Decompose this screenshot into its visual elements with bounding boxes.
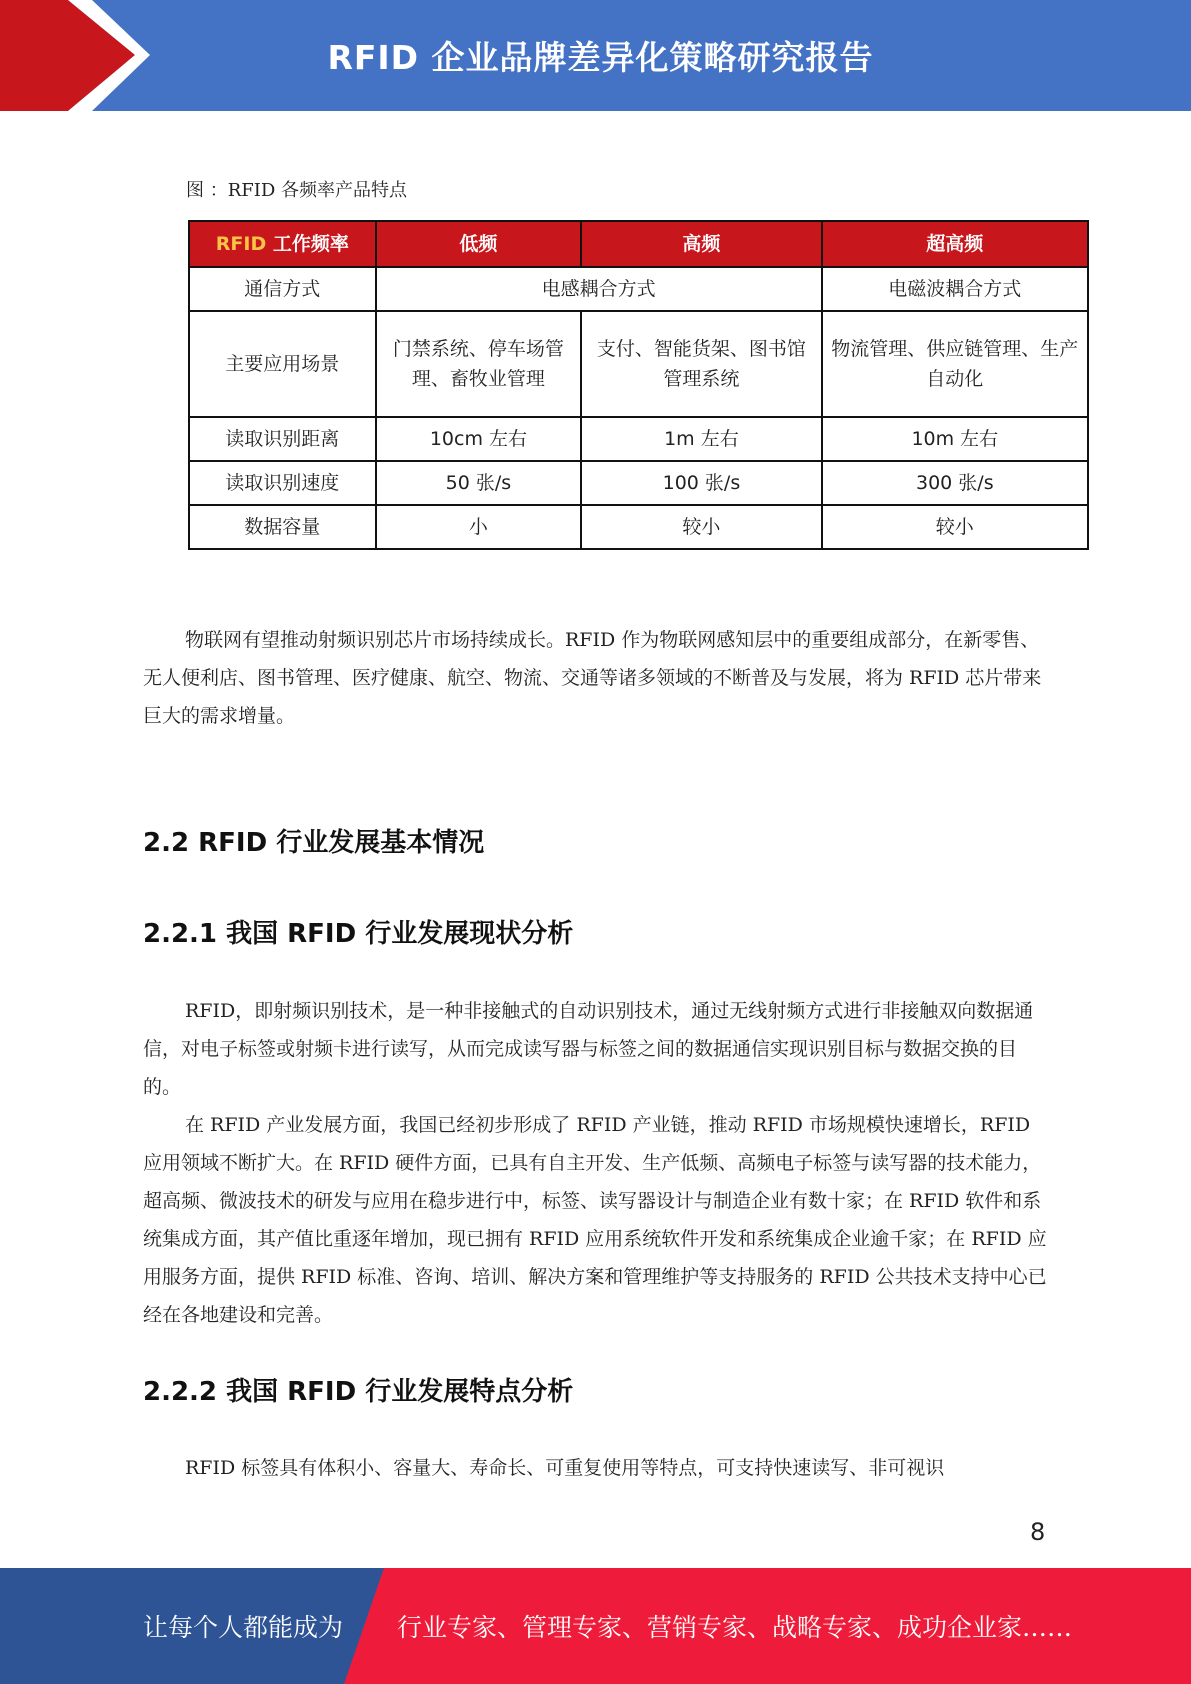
paragraph-rfid-definition: RFID，即射频识别技术，是一种非接触式的自动识别技术，通过无线射频方式进行非接触双向数据通信，对电子标签或射频卡进行读写，从而完成读写器与标签之间的数据通信实现识别目标与数据交换的目的。: [143, 1000, 1034, 1098]
table-cell: 10cm 左右: [376, 417, 582, 461]
footer-slogan-left: 让每个人都能成为: [143, 1613, 344, 1642]
table-cell: 物流管理、供应链管理、生产自动化: [822, 311, 1088, 417]
table-cell: 较小: [822, 505, 1088, 549]
table-cell: 100 张/s: [581, 461, 821, 505]
table-cell: 10m 左右: [822, 417, 1088, 461]
row-label: 主要应用场景: [189, 311, 376, 417]
page-footer: [0, 1568, 1191, 1684]
table-header-cell: 超高频: [822, 221, 1088, 267]
table-cell: 电磁波耦合方式: [822, 267, 1088, 311]
table-cell: 电感耦合方式: [376, 267, 822, 311]
table-row: [189, 505, 1088, 549]
table-cell: 300 张/s: [822, 461, 1088, 505]
table-cell: 门禁系统、停车场管理、畜牧业管理: [376, 311, 582, 417]
table-header-cell: 低频: [376, 221, 582, 267]
frequency-table: [188, 220, 1089, 550]
table-header-cell: [189, 221, 376, 267]
table-cell: 支付、智能货架、图书馆管理系统: [581, 311, 821, 417]
table-cell: 小: [376, 505, 582, 549]
page-number: 8: [1030, 1518, 1046, 1546]
row-label: 读取识别速度: [189, 461, 376, 505]
table-row: [189, 417, 1088, 461]
paragraph-iot: 物联网有望推动射频识别芯片市场持续成长。RFID 作为物联网感知层中的重要组成部分，在新零售、无人便利店、图书管理、医疗健康、航空、物流、交通等诸多领域的不断普及与发展，将为 RFID 芯片带来巨大的需求增量。: [143, 629, 1042, 727]
table-cell: 较小: [581, 505, 821, 549]
table-row: [189, 311, 1088, 417]
table-header-cell: 高频: [581, 221, 821, 267]
table-cell: 1m 左右: [581, 417, 821, 461]
heading-2-2: 2.2 RFID 行业发展基本情况: [143, 828, 485, 858]
footer-slogan-right: 行业专家、管理专家、营销专家、战略专家、成功企业家……: [397, 1613, 1073, 1642]
heading-2-2-2: 2.2.2 我国 RFID 行业发展特点分析: [143, 1377, 574, 1407]
report-title: RFID 企业品牌差异化策略研究报告: [327, 38, 874, 77]
row-label: 通信方式: [189, 267, 376, 311]
table-header-row: [189, 221, 1088, 267]
header-accent: RFID: [215, 233, 267, 255]
paragraph-rfid-tags: RFID 标签具有体积小、容量大、寿命长、可重复使用等特点，可支持快速读写、非可视识: [185, 1457, 945, 1479]
figure-caption: 图 ：RFID 各频率产品特点: [186, 180, 408, 201]
header-rest: 工作频率: [266, 233, 349, 255]
heading-2-2-1: 2.2.1 我国 RFID 行业发展现状分析: [143, 919, 574, 949]
table-cell: 50 张/s: [376, 461, 582, 505]
table-row: [189, 267, 1088, 311]
page-header: [0, 0, 1191, 111]
table-row: [189, 461, 1088, 505]
paragraph-rfid-industry: 在 RFID 产业发展方面，我国已经初步形成了 RFID 产业链，推动 RFID 市场规模快速增长，RFID 应用领域不断扩大。在 RFID 硬件方面，已具有自主开发、生产低频、高频电子标签与读写器的技术能力，超高频、微波技术的研发与应用在稳步进行中，标签、读写器设计与制造企业有数十家；在 RFID 软件和系统集成方面，其产值比重逐年增加，现已拥有 RFID 应用系统软件开发和系统集成企业逾千家；在 RFID 应用服务方面，提供 RFID 标准、咨询、培训、解决方案和管理维护等支持服务的 RFID 公共技术支持中心已经在各地建设和完善。: [143, 1114, 1047, 1326]
row-label: 数据容量: [189, 505, 376, 549]
header-arrow-decoration: [0, 0, 150, 111]
row-label: 读取识别距离: [189, 417, 376, 461]
